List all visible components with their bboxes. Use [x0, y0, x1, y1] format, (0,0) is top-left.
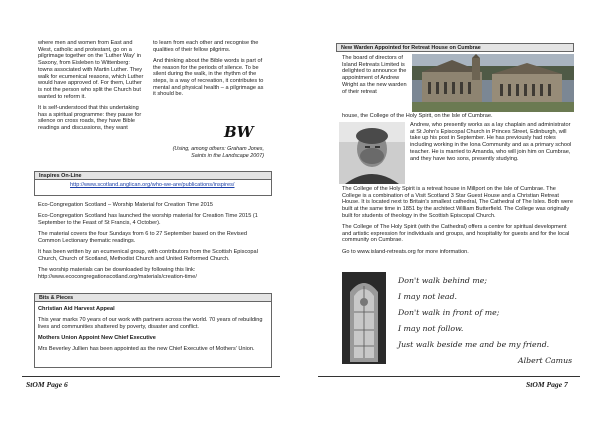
- right-footer-rule: [318, 376, 580, 377]
- warden-heading: New Warden Appointed for Retreat House on Cumbrae: [336, 43, 574, 52]
- pilgrimage-paragraph: And thinking about the Bible words is part of the reason for the periods of silence. To be silent during the walk, in the rhythm of the steps, is a way of recreation, it contributes to mental and physical health – a pilgrimage as it should be.: [153, 57, 264, 98]
- quote-line: Don't walk in front of me;: [398, 308, 500, 317]
- quote-author: Albert Camus: [518, 356, 573, 365]
- quote-line: I may not lead.: [398, 292, 458, 301]
- left-footer-rule: [22, 376, 280, 377]
- college-paragraph: The College of the Holy Spirit is a retreat house in Millport on the Isle of Cumbrae. The College is a combination of a Visit Scotland 3 Star Guest House and a Christian Retreat House. It is located next to Britain's smallest cathedral, The Cathedral of The Isles. Both were built at the same time in 1851 by the architect William Butterfield. The College was originally built for students of theology in the Scottish Episcopal Church.: [342, 186, 573, 219]
- pilgrimage-column-1: [38, 40, 144, 136]
- eco-paragraph: Eco-Congregation Scotland has launched the worship material for Creation Time 2015 (1 September to the Feast of St Francis, 4 October).: [38, 213, 258, 226]
- pilgrimage-paragraph: It is self-understood that this undertaking has a spiritual programme: they pause for silence on cross roads, they have Bible readings and discussions, they want: [38, 104, 142, 131]
- eco-paragraph: The material covers the four Sundays from 6 to 27 September based on the Revised Common Lectionary thematic readings.: [38, 231, 247, 244]
- pilgrimage-paragraph: to learn from each other and recognise the qualities of their fellow pilgrims.: [153, 40, 259, 53]
- quote-line: Just walk beside me and be my friend.: [398, 340, 550, 349]
- mothers-union-text: Mrs Beverley Jullien has been appointed as the new Chief Executive of Mothers' Union.: [38, 346, 255, 353]
- bw-signature: BW: [224, 123, 254, 141]
- warden-intro-narrow: The board of directors of Island Retreats Limited is delighted to announce the appointment of Andrew Wright as the new warden of their retreat: [342, 55, 407, 95]
- source-caption: (Using, among others: Graham Jones, Saints in the Landscape 2007): [172, 146, 264, 159]
- andrew-wright-portrait: [339, 122, 405, 184]
- bits-and-pieces-heading: Bits & Pieces: [34, 293, 272, 302]
- eco-paragraph: Eco-Congregation Scotland – Worship Material for Creation Time 2015: [38, 202, 213, 208]
- quote-line: Don't walk behind me;: [398, 276, 487, 285]
- page-number-left: StOM Page 6: [26, 380, 68, 389]
- bits-and-pieces-content: [38, 306, 268, 358]
- pilgrimage-paragraph: where men and women from East and West, catholic and protestant, go on a pilgrimage together on the 'Luther Way' in Saxony, from Eisleben to Wittenberg: towns associated with Martin Luther. They walk for ecumenical reasons, which Luther would have approved of. For them, Luther is not the person who split the Church but wanted to reform it.: [38, 40, 144, 100]
- mothers-union-title: Mothers Union Appoint New Chief Executive: [38, 335, 156, 342]
- inspires-heading: Inspires On-Line: [34, 171, 272, 180]
- quote-line: I may not follow.: [398, 324, 464, 333]
- eco-paragraph: It has been written by an ecumenical group, with contributors from the Scottish Episcopal Church, Church of Scotland, Methodist Church and United Reformed Church.: [38, 249, 258, 262]
- andrew-paragraph: Andrew, who presently works as a lay chaplain and administrator at St John's Episcopal Church in Princes Street, Edinburgh, will take up his post in September. He has previously had roles including working in the Iona Community and as a primary school teacher. He is married to Amanda, who will join him on Cumbrae, and they have two sons, presently studying.: [410, 122, 572, 162]
- inspires-link[interactable]: http://www.scotland.anglican.org/who-we-are/publications/inspires/: [70, 182, 235, 188]
- college-section: [342, 186, 574, 260]
- pilgrimage-column-2: [153, 40, 265, 103]
- eco-paragraph: The worship materials can be downloaded by following this link: http://www.ecocongregationscotland.org/materials/creation-time/: [38, 266, 197, 280]
- college-photo: [412, 54, 574, 112]
- christian-aid-text: This year marks 70 years of our work with partners across the world. 70 years of rebuilding lives and communities shattered by poverty, disaster and conflict.: [38, 317, 263, 330]
- page-number-right: StOM Page 7: [526, 380, 568, 389]
- college-paragraph: The College of The Holy Spirit (with the Cathedral) offers a centre for spiritual development and artistic expression for individuals and groups, and hospitality for guests and for the local community on Cumbrae.: [342, 224, 570, 244]
- eco-congregation-section: [38, 202, 270, 285]
- more-info-line: Go to www.island-retreats.org for more information.: [342, 248, 469, 255]
- christian-aid-title: Christian Aid Harvest Appeal: [38, 306, 115, 312]
- stained-glass-photo: [342, 272, 386, 364]
- warden-intro-full: house, the College of the Holy Spirit, on the Isle of Cumbrae.: [342, 113, 493, 119]
